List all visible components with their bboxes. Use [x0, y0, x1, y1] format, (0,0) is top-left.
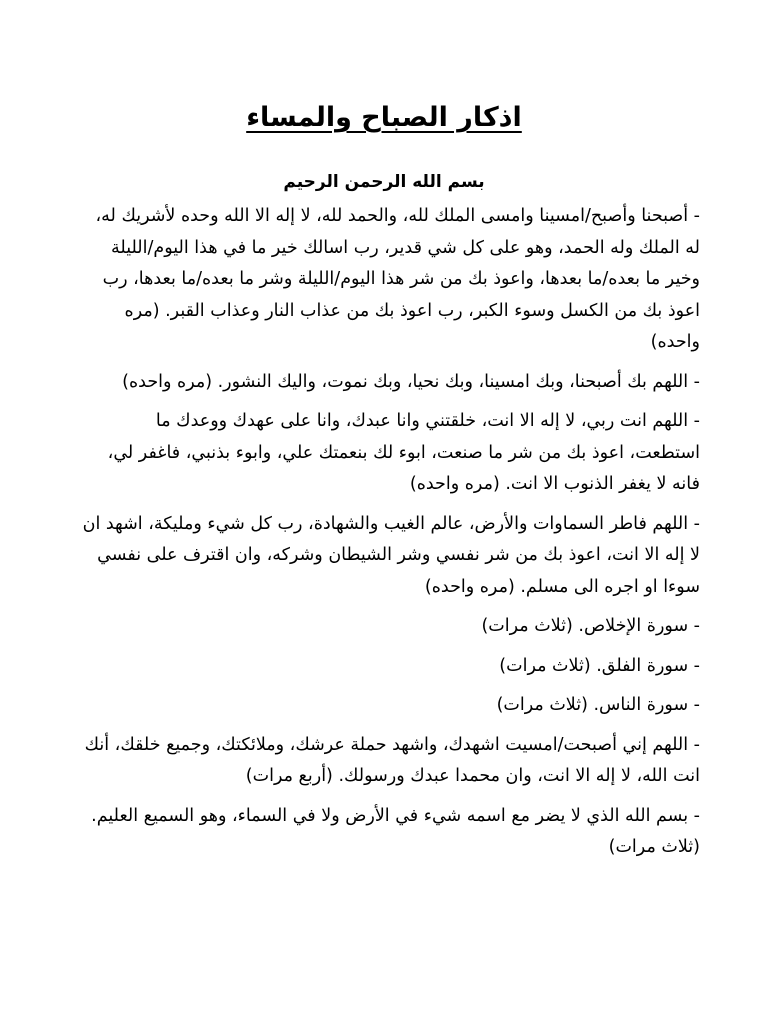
- dhikr-paragraph: - اللهم إني أصبحت/امسيت اشهدك، واشهد حملة عرشك، وملائكتك، وجميع خلقك، أنك انت الله، لا إله الا انت، وان محمدا عبدك ورسولك. (أربع مرات): [84, 734, 700, 786]
- dhikr-paragraph: - اللهم انت ربي، لا إله الا انت، خلقتني وانا عبدك، وانا على عهدك ووعدك ما استطعت، اعوذ بك من شر ما صنعت، ابوء لك بنعمتك علي، وابوء بذنبي، فاغفر لي، فانه لا يغفر الذنوب الا انت. (مره واحده): [107, 411, 700, 494]
- basmala-heading: بسم الله الرحمن الرحيم: [283, 172, 485, 192]
- dhikr-paragraph: - سورة الإخلاص. (ثلاث مرات): [481, 616, 700, 636]
- dhikr-list: [80, 201, 700, 872]
- dhikr-paragraph: - أصبحنا وأصبح/امسينا وامسى الملك لله، والحمد لله، لا إله الا الله وحده لأشريك له، له الملك وله الحمد، وهو على كل شي قدير، رب اسالك خير ما في هذا اليوم/الليلة وخير ما بعده/ما بعدها، واعوذ بك من شر هذا اليوم/الليلة وشر ما بعده/ما بعدها، رب اعوذ بك من الكسل وسوء الكبر، رب اعوذ بك من عذاب النار وعذاب القبر. (مره واحده): [95, 206, 700, 352]
- page-title-text: اذكار الصباح والمساء: [246, 102, 522, 133]
- page-title: [0, 98, 768, 138]
- dhikr-paragraph: - اللهم فاطر السماوات والأرض، عالم الغيب والشهادة، رب كل شيء ومليكة، اشهد ان لا إله الا انت، اعوذ بك من شر نفسي وشر الشيطان وشركه، وان اقترف على نفسي سوءا او اجره الى مسلم. (مره واحده): [82, 513, 700, 597]
- dhikr-paragraph: - بسم الله الذي لا يضر مع اسمه شيء في الأرض ولا في السماء، وهو السميع العليم. (ثلاث مرات): [91, 805, 700, 857]
- dhikr-paragraph: - سورة الناس. (ثلاث مرات): [496, 695, 700, 715]
- dhikr-paragraph: - اللهم بك أصبحنا، وبك امسينا، وبك نحيا، وبك نموت، واليك النشور. (مره واحده): [122, 371, 700, 392]
- dhikr-paragraph: - سورة الفلق. (ثلاث مرات): [499, 655, 700, 676]
